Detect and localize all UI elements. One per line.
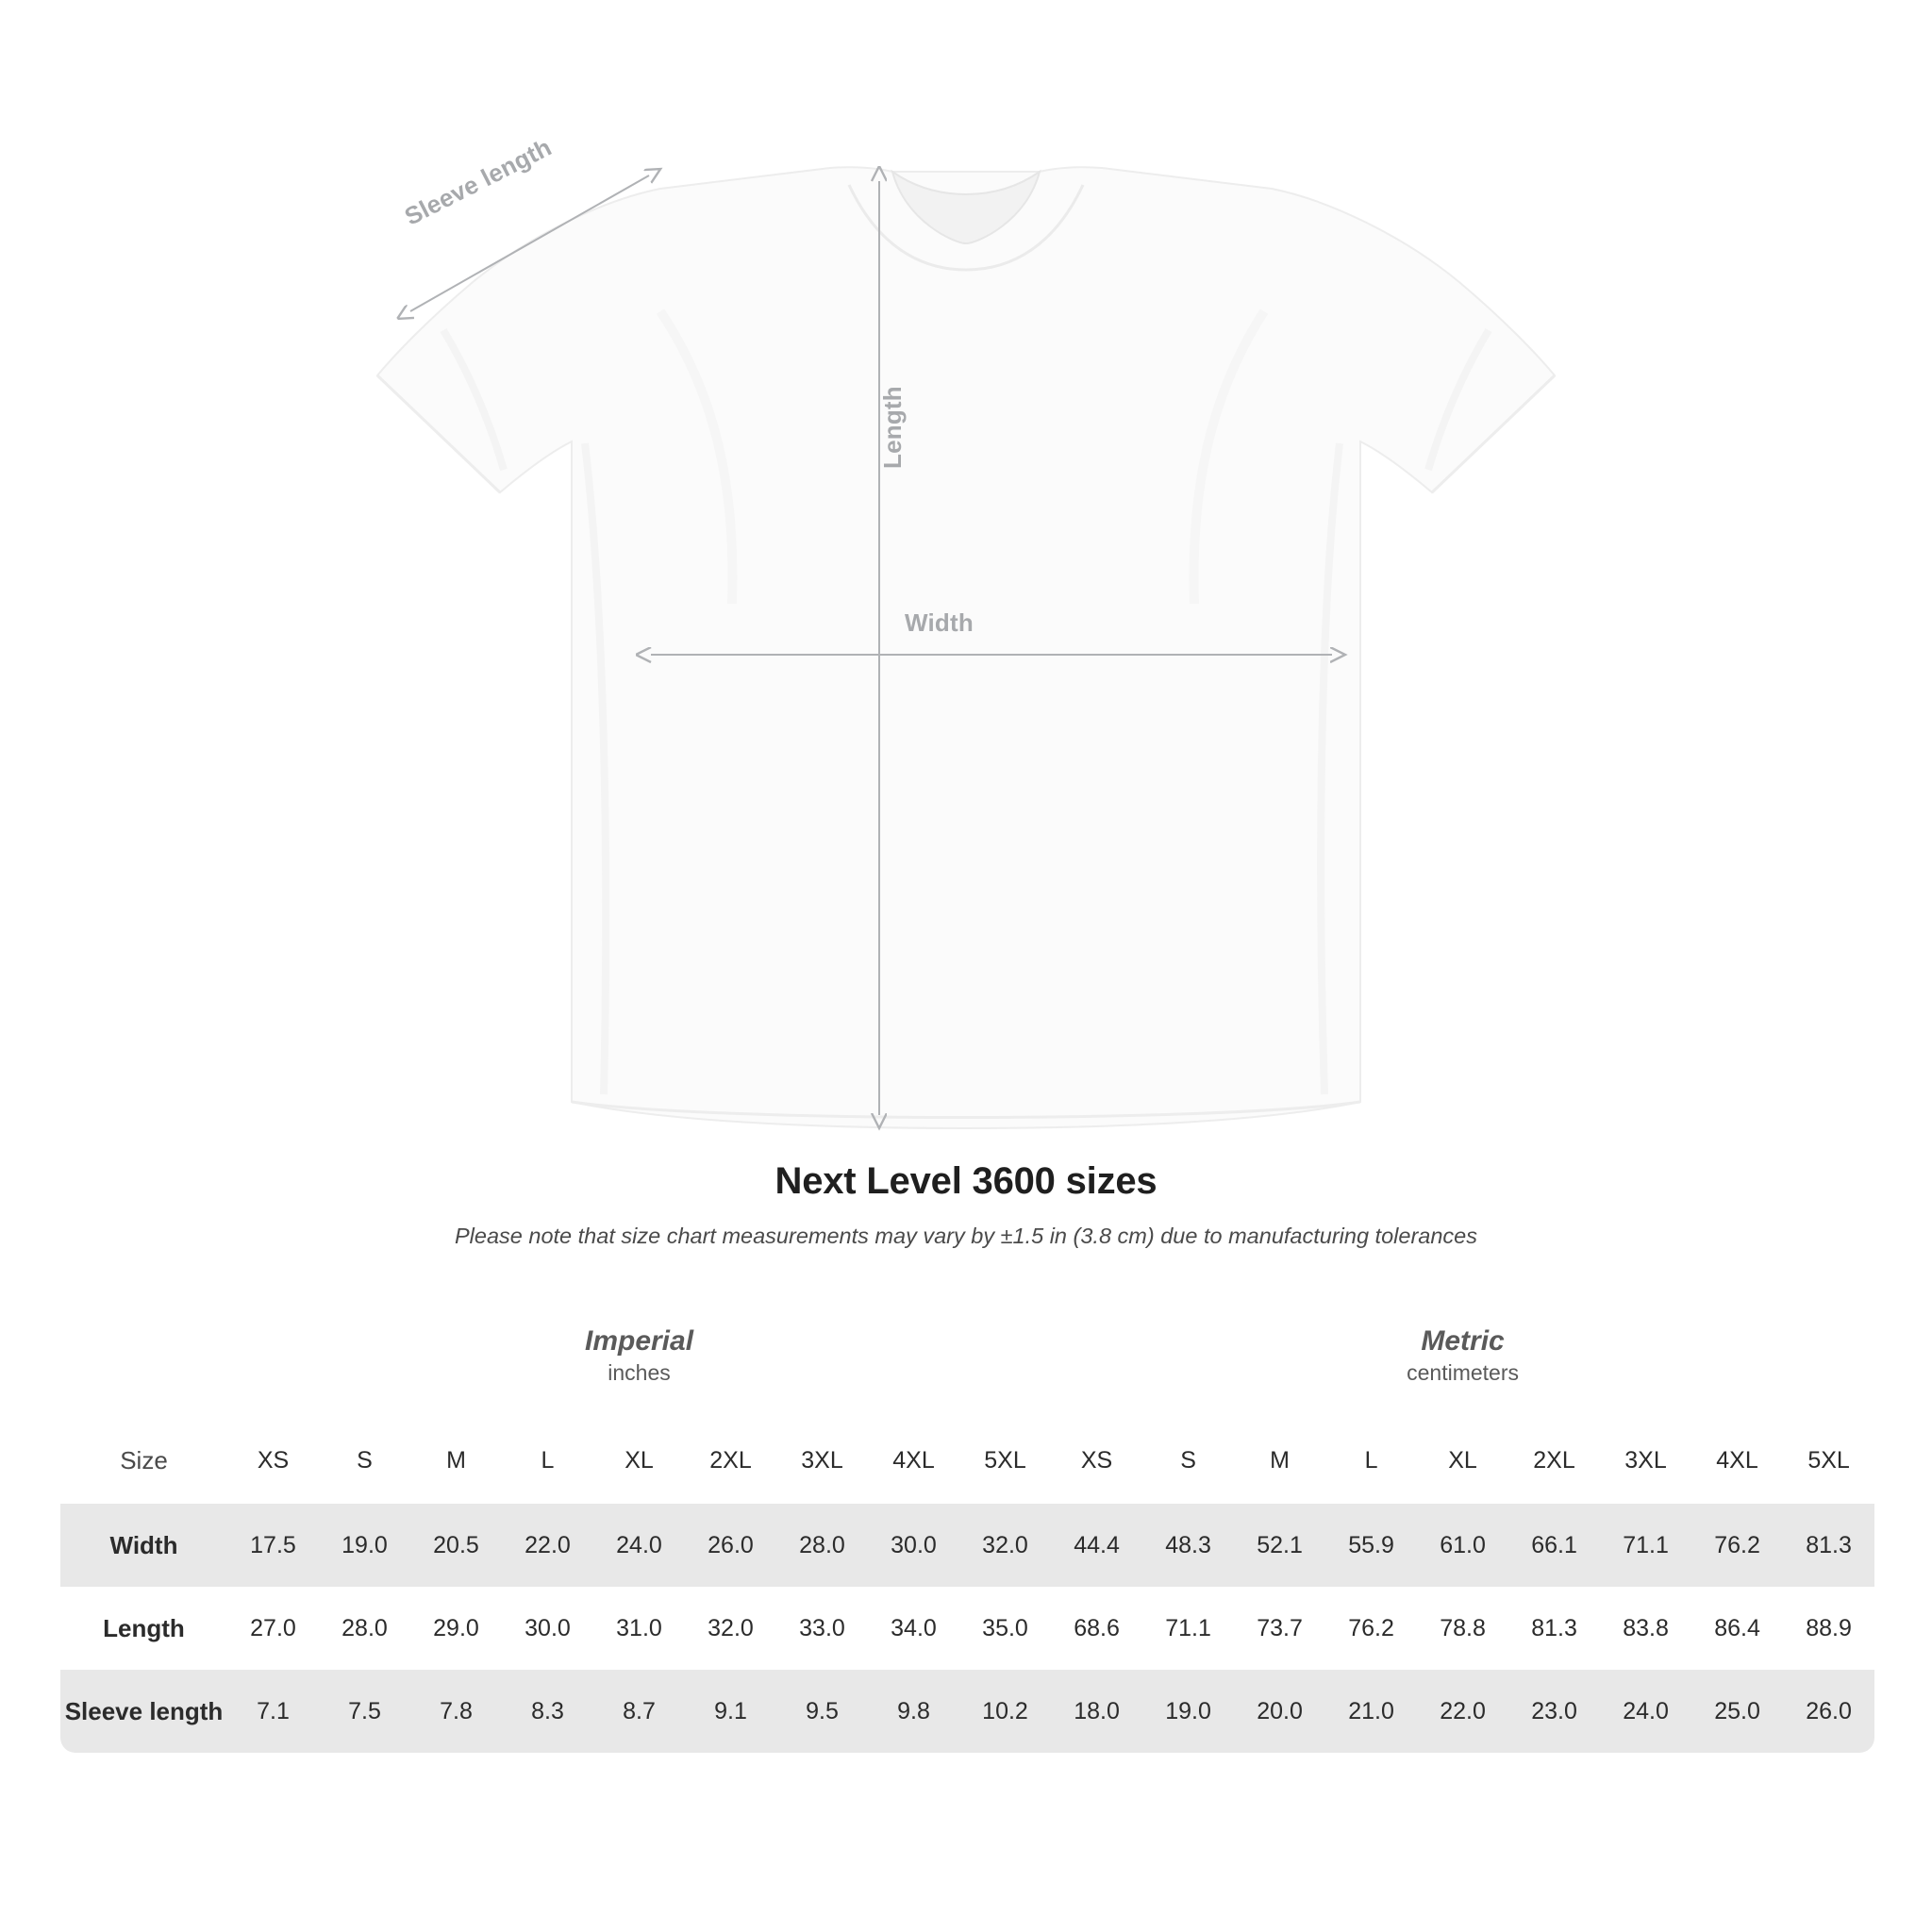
size-table	[60, 1296, 1874, 1753]
size-header-cell: M	[1234, 1417, 1325, 1504]
cell: 30.0	[502, 1587, 593, 1670]
cell: 7.1	[227, 1670, 319, 1753]
size-header-cell: L	[1325, 1417, 1417, 1504]
length-label: Length	[878, 386, 907, 469]
unit-imperial-sub: inches	[608, 1360, 671, 1386]
size-header-cell: 2XL	[1508, 1417, 1600, 1504]
size-header-cell: 4XL	[868, 1417, 959, 1504]
cell: 52.1	[1234, 1504, 1325, 1587]
table-row	[60, 1670, 1874, 1753]
tolerance-note: Please note that size chart measurements may vary by ±1.5 in (3.8 cm) due to manufacturing tolerances	[455, 1224, 1477, 1248]
cell: 30.0	[868, 1504, 959, 1587]
cell: 32.0	[685, 1587, 776, 1670]
cell: 10.2	[959, 1670, 1051, 1753]
cell: 7.8	[410, 1670, 502, 1753]
cell: 9.5	[776, 1670, 868, 1753]
unit-metric-name: Metric	[1421, 1324, 1505, 1357]
cell: 8.3	[502, 1670, 593, 1753]
size-table-wrapper	[60, 1296, 1873, 1753]
unit-imperial-name: Imperial	[584, 1324, 694, 1357]
size-header-row	[60, 1417, 1874, 1504]
table-row	[60, 1587, 1874, 1670]
cell: 48.3	[1142, 1504, 1234, 1587]
cell: 20.5	[410, 1504, 502, 1587]
cell: 22.0	[502, 1504, 593, 1587]
cell: 23.0	[1508, 1670, 1600, 1753]
tshirt-shape	[377, 167, 1555, 1128]
cell: 22.0	[1417, 1670, 1508, 1753]
size-header-cell: 3XL	[1600, 1417, 1691, 1504]
cell: 71.1	[1600, 1504, 1691, 1587]
cell: 73.7	[1234, 1587, 1325, 1670]
cell: 9.1	[685, 1670, 776, 1753]
cell: 24.0	[1600, 1670, 1691, 1753]
sleeve-length-label: Sleeve length	[400, 132, 557, 231]
size-header-cell: 5XL	[1783, 1417, 1874, 1504]
cell: 18.0	[1051, 1670, 1142, 1753]
title-block	[0, 1160, 1932, 1249]
cell: 7.5	[319, 1670, 410, 1753]
table-row	[60, 1504, 1874, 1587]
cell: 86.4	[1691, 1587, 1783, 1670]
cell: 29.0	[410, 1587, 502, 1670]
cell: 26.0	[685, 1504, 776, 1587]
cell: 66.1	[1508, 1504, 1600, 1587]
cell: 26.0	[1783, 1670, 1874, 1753]
cell: 61.0	[1417, 1504, 1508, 1587]
cell: 31.0	[593, 1587, 685, 1670]
unit-metric-sub: centimeters	[1407, 1360, 1519, 1386]
cell: 76.2	[1691, 1504, 1783, 1587]
cell: 19.0	[319, 1504, 410, 1587]
size-header-cell: 4XL	[1691, 1417, 1783, 1504]
cell: 88.9	[1783, 1587, 1874, 1670]
cell: 81.3	[1783, 1504, 1874, 1587]
cell: 83.8	[1600, 1587, 1691, 1670]
size-header-cell: XS	[227, 1417, 319, 1504]
cell: 28.0	[319, 1587, 410, 1670]
cell: 34.0	[868, 1587, 959, 1670]
cell: 35.0	[959, 1587, 1051, 1670]
cell: 81.3	[1508, 1587, 1600, 1670]
unit-group-imperial	[227, 1296, 1051, 1417]
cell: 8.7	[593, 1670, 685, 1753]
size-header-cell: XS	[1051, 1417, 1142, 1504]
cell: 25.0	[1691, 1670, 1783, 1753]
page-title: Next Level 3600 sizes	[774, 1160, 1158, 1202]
cell: 19.0	[1142, 1670, 1234, 1753]
size-header-cell: XL	[1417, 1417, 1508, 1504]
size-header-cell: 5XL	[959, 1417, 1051, 1504]
cell: 68.6	[1051, 1587, 1142, 1670]
size-header-cell: S	[1142, 1417, 1234, 1504]
cell: 21.0	[1325, 1670, 1417, 1753]
size-header-cell: S	[319, 1417, 410, 1504]
cell: 78.8	[1417, 1587, 1508, 1670]
size-header-label: Size	[60, 1417, 227, 1504]
size-header-cell: M	[410, 1417, 502, 1504]
cell: 20.0	[1234, 1670, 1325, 1753]
size-header-cell: XL	[593, 1417, 685, 1504]
size-header-cell: 3XL	[776, 1417, 868, 1504]
cell: 32.0	[959, 1504, 1051, 1587]
unit-group-metric	[1051, 1296, 1874, 1417]
row-label-sleeve-length: Sleeve length	[60, 1670, 227, 1753]
cell: 76.2	[1325, 1587, 1417, 1670]
cell: 17.5	[227, 1504, 319, 1587]
width-label: Width	[905, 608, 974, 637]
cell: 71.1	[1142, 1587, 1234, 1670]
cell: 44.4	[1051, 1504, 1142, 1587]
unit-header-row	[60, 1296, 1874, 1417]
cell: 28.0	[776, 1504, 868, 1587]
cell: 9.8	[868, 1670, 959, 1753]
row-label-width: Width	[60, 1504, 227, 1587]
cell: 33.0	[776, 1587, 868, 1670]
row-label-length: Length	[60, 1587, 227, 1670]
cell: 27.0	[227, 1587, 319, 1670]
cell: 55.9	[1325, 1504, 1417, 1587]
size-header-cell: 2XL	[685, 1417, 776, 1504]
unit-header-spacer	[60, 1296, 227, 1417]
size-header-cell: L	[502, 1417, 593, 1504]
cell: 24.0	[593, 1504, 685, 1587]
